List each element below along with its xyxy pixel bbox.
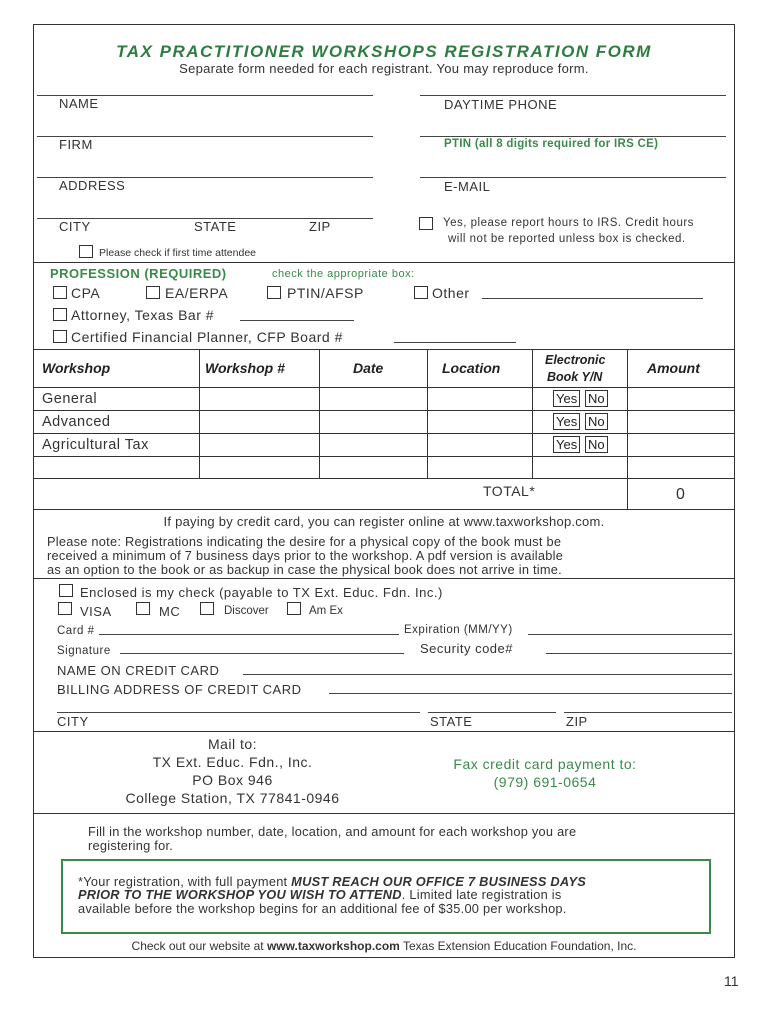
- col-divider: [319, 349, 320, 478]
- notice-rest: . Limited late registration is: [401, 887, 562, 902]
- divider: [34, 578, 734, 579]
- total-value: 0: [676, 486, 686, 503]
- billing-zip-label: ZIP: [566, 714, 588, 729]
- notice-line2: [78, 887, 708, 902]
- cpa-checkbox[interactable]: [53, 286, 67, 299]
- mc-checkbox[interactable]: [136, 602, 150, 615]
- book-note-line1: Please note: Registrations indicating the desire for a physical copy of the book must be: [47, 534, 562, 549]
- row-divider: [34, 387, 734, 388]
- header-ebook-line2: Book Y/N: [547, 370, 603, 384]
- name-on-card-label: NAME ON CREDIT CARD: [57, 663, 220, 678]
- header-date: Date: [353, 360, 384, 376]
- general-no[interactable]: No: [585, 390, 608, 407]
- advanced-no[interactable]: No: [585, 413, 608, 430]
- signature-label: Signature: [57, 645, 111, 657]
- mc-label: MC: [159, 604, 181, 619]
- ptin-afsp-label: PTIN/AFSP: [287, 285, 364, 301]
- row-divider: [34, 410, 734, 411]
- notice-line3: available before the workshop begins for an additional fee of $35.00 per workshop.: [78, 901, 567, 916]
- cfp-checkbox[interactable]: [53, 330, 67, 343]
- email-line[interactable]: [420, 177, 726, 178]
- security-code-label: Security code#: [420, 641, 513, 656]
- irs-report-line2: will not be reported unless box is checked.: [448, 233, 686, 245]
- visa-label: VISA: [80, 604, 112, 619]
- expiration-line[interactable]: [528, 634, 732, 635]
- bar-number-line[interactable]: [240, 320, 354, 321]
- col-divider: [199, 349, 200, 478]
- other-checkbox[interactable]: [414, 286, 428, 299]
- mail-city: College Station, TX 77841-0946: [125, 790, 340, 806]
- row-divider: [34, 456, 734, 457]
- address-label: ADDRESS: [59, 178, 126, 193]
- instruction-line1: Fill in the workshop number, date, location, and amount for each workshop you are: [88, 824, 577, 839]
- other-line[interactable]: [482, 298, 703, 299]
- ptin-afsp-checkbox[interactable]: [267, 286, 281, 299]
- daytime-phone-line[interactable]: [420, 95, 726, 96]
- website-line: [34, 939, 734, 954]
- amex-label: Am Ex: [309, 605, 343, 617]
- total-label: TOTAL*: [483, 483, 536, 499]
- billing-zip-line[interactable]: [564, 712, 732, 713]
- card-number-label: Card #: [57, 625, 95, 637]
- cpa-label: CPA: [71, 285, 101, 301]
- row-divider: [34, 478, 734, 479]
- divider: [34, 509, 734, 510]
- billing-state-line[interactable]: [428, 712, 556, 713]
- name-label: NAME: [59, 96, 99, 111]
- agricultural-yes[interactable]: Yes: [553, 436, 580, 453]
- first-time-label: Please check if first time attendee: [99, 247, 256, 259]
- first-time-checkbox[interactable]: [79, 245, 93, 258]
- discover-checkbox[interactable]: [200, 602, 214, 615]
- profession-hint: check the appropriate box:: [272, 268, 415, 280]
- check-enclosed-label: Enclosed is my check (payable to TX Ext. Educ. Fdn. Inc.): [80, 585, 443, 600]
- firm-label: FIRM: [59, 137, 93, 152]
- table-top: [34, 349, 734, 350]
- fax-number: (979) 691-0654: [493, 774, 597, 790]
- ptin-line[interactable]: [420, 136, 726, 137]
- attorney-checkbox[interactable]: [53, 308, 67, 321]
- advanced-yes[interactable]: Yes: [553, 413, 580, 430]
- general-yes[interactable]: Yes: [553, 390, 580, 407]
- mail-to-label: Mail to:: [207, 736, 258, 752]
- book-note-line2: received a minimum of 7 business days prior to the workshop. A pdf version is available: [47, 548, 564, 563]
- billing-address-label: BILLING ADDRESS OF CREDIT CARD: [57, 682, 302, 697]
- page-number: 11: [724, 973, 739, 989]
- header-amount: Amount: [647, 360, 700, 376]
- name-on-card-line[interactable]: [243, 674, 732, 675]
- divider: [34, 813, 734, 814]
- col-divider: [427, 349, 428, 478]
- form-frame: [33, 24, 735, 958]
- daytime-phone-label: DAYTIME PHONE: [444, 97, 558, 112]
- profession-heading: PROFESSION (REQUIRED): [50, 266, 227, 281]
- visa-checkbox[interactable]: [58, 602, 72, 615]
- irs-report-checkbox[interactable]: [419, 217, 433, 230]
- billing-address-line[interactable]: [329, 693, 732, 694]
- header-workshop: Workshop: [42, 360, 111, 376]
- header-ebook-line1: Electronic: [545, 353, 606, 367]
- mail-org: TX Ext. Educ. Fdn., Inc.: [152, 754, 313, 770]
- notice-prefix: *Your registration, with full payment: [78, 874, 292, 889]
- notice-bold1: MUST REACH OUR OFFICE 7 BUSINESS DAYS: [291, 874, 587, 889]
- agricultural-no[interactable]: No: [585, 436, 608, 453]
- ea-checkbox[interactable]: [146, 286, 160, 299]
- divider: [34, 731, 734, 732]
- state-label: STATE: [194, 219, 237, 234]
- row-general: General: [42, 391, 98, 407]
- row-agricultural-tax: Agricultural Tax: [42, 437, 149, 453]
- billing-city-label: CITY: [57, 714, 89, 729]
- website-link[interactable]: www.taxworkshop.com: [266, 939, 400, 953]
- discover-label: Discover: [224, 605, 269, 617]
- signature-line[interactable]: [120, 653, 404, 654]
- book-note-line3: as an option to the book or as backup in case the physical book does not arrive in time.: [47, 562, 562, 577]
- row-advanced: Advanced: [42, 414, 111, 430]
- billing-state-label: STATE: [430, 714, 473, 729]
- ptin-label: PTIN (all 8 digits required for IRS CE): [444, 138, 659, 150]
- check-enclosed-checkbox[interactable]: [59, 584, 73, 597]
- website-suffix: Texas Extension Education Foundation, Inc.: [399, 939, 637, 953]
- amex-checkbox[interactable]: [287, 602, 301, 615]
- online-note: If paying by credit card, you can register online at www.taxworkshop.com.: [163, 514, 605, 529]
- attorney-label: Attorney, Texas Bar #: [71, 307, 215, 323]
- other-label: Other: [432, 285, 470, 301]
- card-number-line[interactable]: [99, 634, 399, 635]
- instruction-line2: registering for.: [88, 838, 174, 853]
- email-label: E-MAIL: [444, 179, 491, 194]
- header-location: Location: [442, 360, 501, 376]
- row-divider: [34, 433, 734, 434]
- irs-report-line1: Yes, please report hours to IRS. Credit hours: [443, 217, 694, 229]
- col-divider: [532, 349, 533, 478]
- mail-po-box: PO Box 946: [192, 772, 273, 788]
- city-label: CITY: [59, 219, 91, 234]
- header-workshop-number: Workshop #: [205, 360, 285, 376]
- zip-label: ZIP: [309, 219, 331, 234]
- notice-bold2: PRIOR TO THE WORKSHOP YOU WISH TO ATTEND: [78, 887, 402, 902]
- form-title: TAX PRACTITIONER WORKSHOPS REGISTRATION FORM: [116, 42, 652, 61]
- form-subtitle: Separate form needed for each registrant. You may reproduce form.: [179, 61, 589, 76]
- billing-city-line[interactable]: [57, 712, 420, 713]
- cfp-label: Certified Financial Planner, CFP Board #: [71, 329, 343, 345]
- cfp-number-line[interactable]: [394, 342, 516, 343]
- website-prefix: Check out our website at: [131, 939, 267, 953]
- ea-label: EA/ERPA: [165, 285, 229, 301]
- expiration-label: Expiration (MM/YY): [404, 624, 513, 636]
- security-code-line[interactable]: [546, 653, 732, 654]
- col-divider: [627, 349, 628, 509]
- fax-label: Fax credit card payment to:: [453, 756, 637, 772]
- divider: [34, 262, 734, 263]
